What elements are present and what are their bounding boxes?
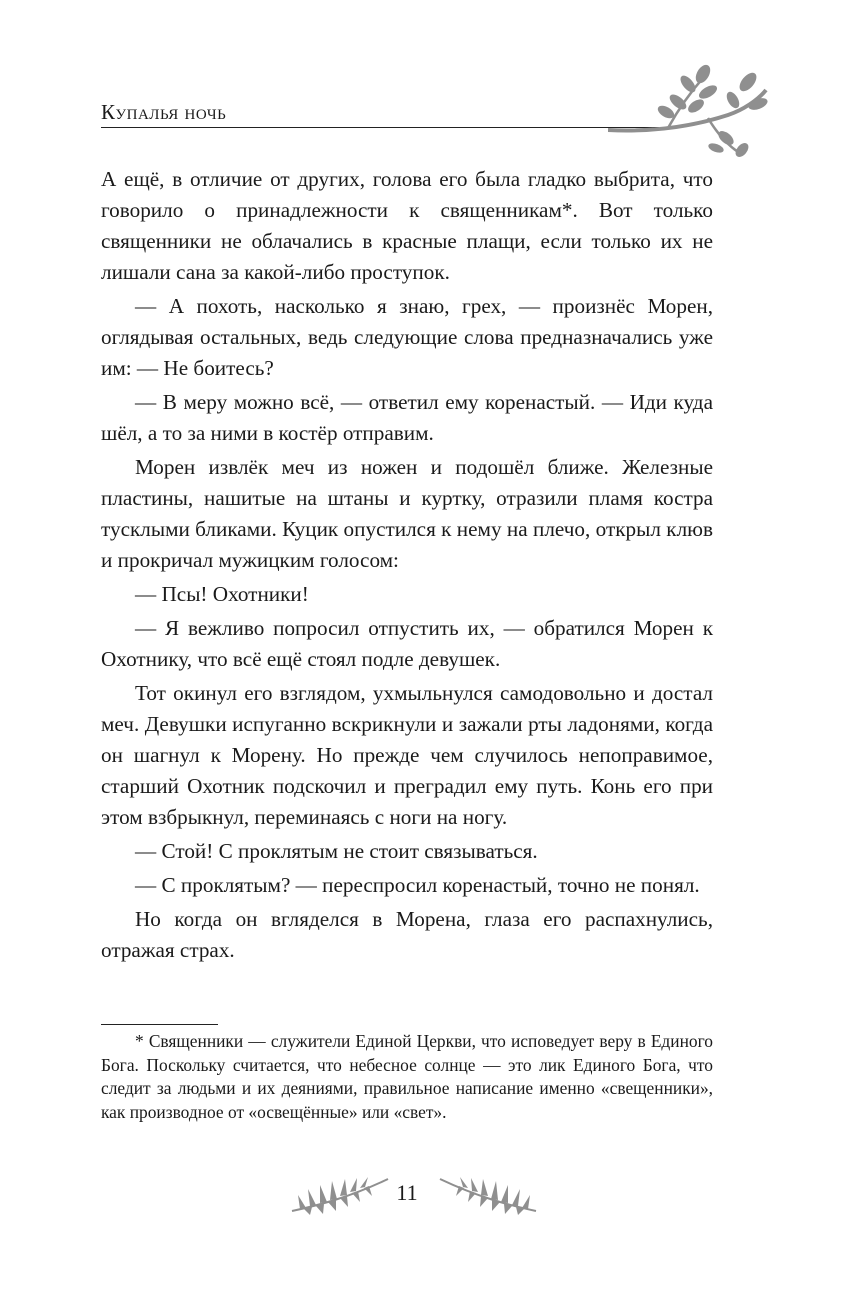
paragraph: Тот окинул его взглядом, ухмыльнулся самодовольно и достал меч. Девушки испуганно вскрикнули и зажали рты ладонями, когда он шагнул к Морену. Но прежде чем случилось непоправимое, старший Охотник подскочил и преградил ему путь. Конь его при этом взбрыкнул, переминаясь с ноги на ногу. xyxy=(101,681,713,829)
paragraph: — Псы! Охотники! xyxy=(135,582,309,606)
paragraph: — А похоть, насколько я знаю, грех, — произнёс Морен, оглядывая остальных, ведь следующие слова предназначались уже им: — Не боитесь? xyxy=(101,294,713,380)
fern-icon xyxy=(438,1175,538,1215)
page-number: 11 xyxy=(396,1180,418,1205)
branch-with-leaves-icon xyxy=(608,60,768,160)
page-header-title: Купалья ночь xyxy=(101,100,227,124)
header-rule xyxy=(101,127,661,128)
paragraph: — Стой! С проклятым не стоит связываться. xyxy=(135,839,538,863)
paragraph: — Я вежливо попросил отпустить их, — обратился Морен к Охотнику, что всё ещё стоял подле девушек. xyxy=(101,616,713,671)
footnote: * Священники — служители Единой Церкви, что исповедует веру в Единого Бога. Поскольку считается, что небесное солнце — это лик Единого Бога, что следит за людьми и их деяниями, правильное написание именно «свещенники», как производное от «освещённые» или «свет». xyxy=(101,1031,713,1122)
paragraph: — С проклятым? — переспросил коренастый, точно не понял. xyxy=(135,873,700,897)
paragraph: — В меру можно всё, — ответил ему коренастый. — Иди куда шёл, а то за ними в костёр отправим. xyxy=(101,390,713,445)
footnote-rule xyxy=(101,1024,218,1025)
paragraph: Но когда он вгляделся в Морена, глаза его распахнулись, отражая страх. xyxy=(101,907,713,962)
paragraph: А ещё, в отличие от других, голова его была гладко выбрита, что говорило о принадлежности к священникам*. Вот только священники не облачались в красные плащи, если только их не лишали сана за какой-либо проступок. xyxy=(101,167,713,284)
paragraph: Морен извлёк меч из ножен и подошёл ближе. Железные пластины, нашитые на штаны и куртку, отразили пламя костра тусклыми бликами. Куцик опустился к нему на плечо, открыл клюв и прокричал мужицким голосом: xyxy=(101,455,713,572)
main-text xyxy=(101,164,713,969)
